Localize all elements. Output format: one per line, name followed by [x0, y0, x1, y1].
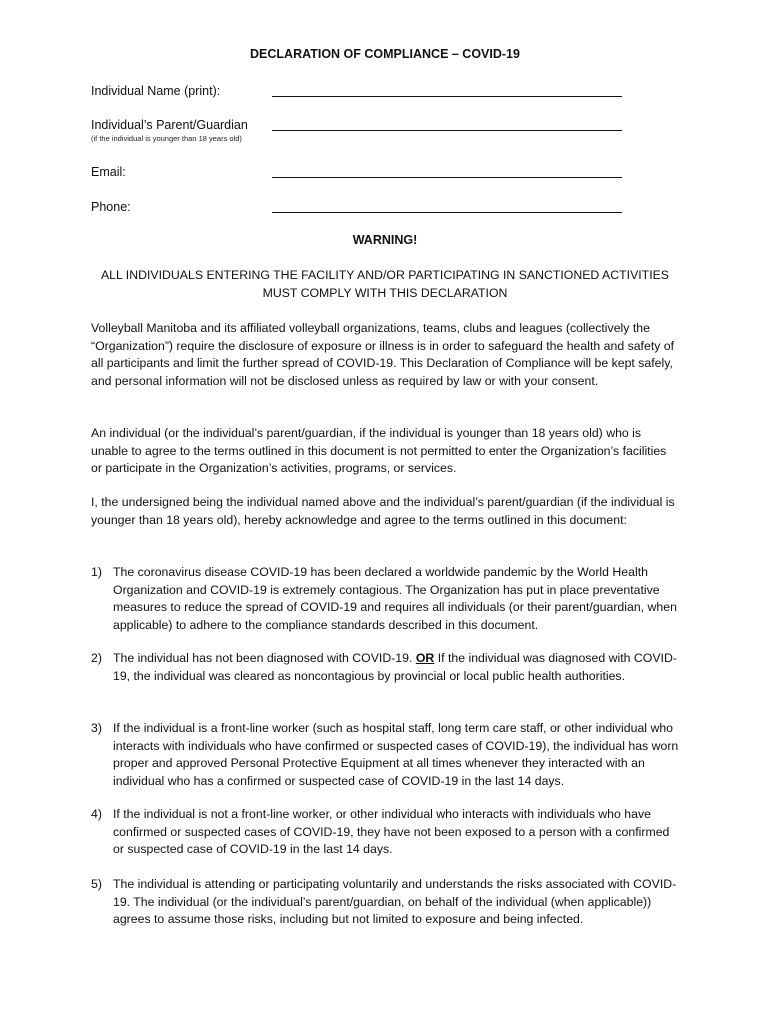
guardian-note: (if the individual is younger than 18 years old): [91, 134, 242, 143]
phone-label: Phone:: [91, 200, 131, 214]
list-item: [91, 806, 679, 859]
list-item-number: 3): [91, 721, 102, 735]
list-item-text: If the individual is not a front-line worker, or other individual who interacts with individuals who have confirmed or suspected cases of COVID-19, they have not been exposed to a person with a confirmed or suspected case of COVID-19 in the last 14 days.: [113, 807, 670, 856]
email-label: Email:: [91, 165, 126, 179]
list-item-text: [113, 650, 679, 685]
list-item-number: 2): [91, 651, 102, 665]
list-item-text-after: If the individual was diagnosed with COVID-19, the individual was cleared as noncontagious by provincial or local public health authorities.: [113, 651, 677, 683]
acknowledgement-paragraph: I, the undersigned being the individual named above and the individual’s parent/guardian (if the individual is younger than 18 years old), hereby acknowledge and agree to the terms outlined in this document:: [91, 495, 675, 527]
eligibility-paragraph: An individual (or the individual’s parent/guardian, if the individual is younger than 18 years old) who is unable to agree to the terms outlined in this document is not permitted to enter the Organization’s facilities or participate in the Organization’s activities, programs, or services.: [91, 426, 667, 475]
document-title: DECLARATION OF COMPLIANCE – COVID-19: [250, 47, 520, 61]
guardian-field-line[interactable]: [272, 130, 622, 131]
list-item-number: 4): [91, 807, 102, 821]
list-item-number: 1): [91, 565, 102, 579]
or-emphasis: OR: [415, 651, 435, 665]
list-item: [91, 720, 679, 790]
list-item: [91, 876, 679, 929]
list-item-text-before: The individual has not been diagnosed with COVID-19.: [113, 651, 416, 665]
intro-paragraph: Volleyball Manitoba and its affiliated volleyball organizations, teams, clubs and leagues (collectively the “Organization”) require the disclosure of exposure or illness is in order to safeguard the health and safety of all participants and limit the further spread of COVID-19. This Declaration of Compliance will be kept safely, and personal information will not be disclosed unless as required by law or with your consent.: [91, 321, 675, 388]
list-item-text: The coronavirus disease COVID-19 has been declared a worldwide pandemic by the World Health Organization and COVID-19 is extremely contagious. The Organization has put in place preventative measures to reduce the spread of COVID-19 and requires all individuals (or their parent/guardian, when applicable) to adhere to the compliance standards described in this document.: [113, 565, 677, 632]
list-item-text: The individual is attending or participating voluntarily and understands the risks associated with COVID-19. The individual (or the individual’s parent/guardian, on behalf of the individual (when applicable)) agrees to assume those risks, including but not limited to exposure and being infected.: [113, 877, 677, 926]
phone-field-line[interactable]: [272, 212, 622, 213]
warning-heading: WARNING!: [352, 233, 418, 247]
name-field-line[interactable]: [272, 96, 622, 97]
compliance-subheading: ALL INDIVIDUALS ENTERING THE FACILITY AND/OR PARTICIPATING IN SANCTIONED ACTIVITIES MUST COMPLY WITH THIS DECLARATION: [100, 268, 670, 300]
list-item-text: If the individual is a front-line worker (such as hospital staff, long term care staff, or other individual who interacts with individuals who have confirmed or suspected cases of COVID-19), the individual has worn proper and approved Personal Protective Equipment at all times whenever they interacted with an individual who has a confirmed or suspected case of COVID-19 in the last 14 days.: [113, 721, 679, 788]
list-item: [91, 564, 679, 634]
list-item: [91, 650, 679, 685]
guardian-label: Individual’s Parent/Guardian: [91, 118, 248, 132]
name-label: Individual Name (print):: [91, 84, 221, 98]
list-item-number: 5): [91, 877, 102, 891]
email-field-line[interactable]: [272, 177, 622, 178]
